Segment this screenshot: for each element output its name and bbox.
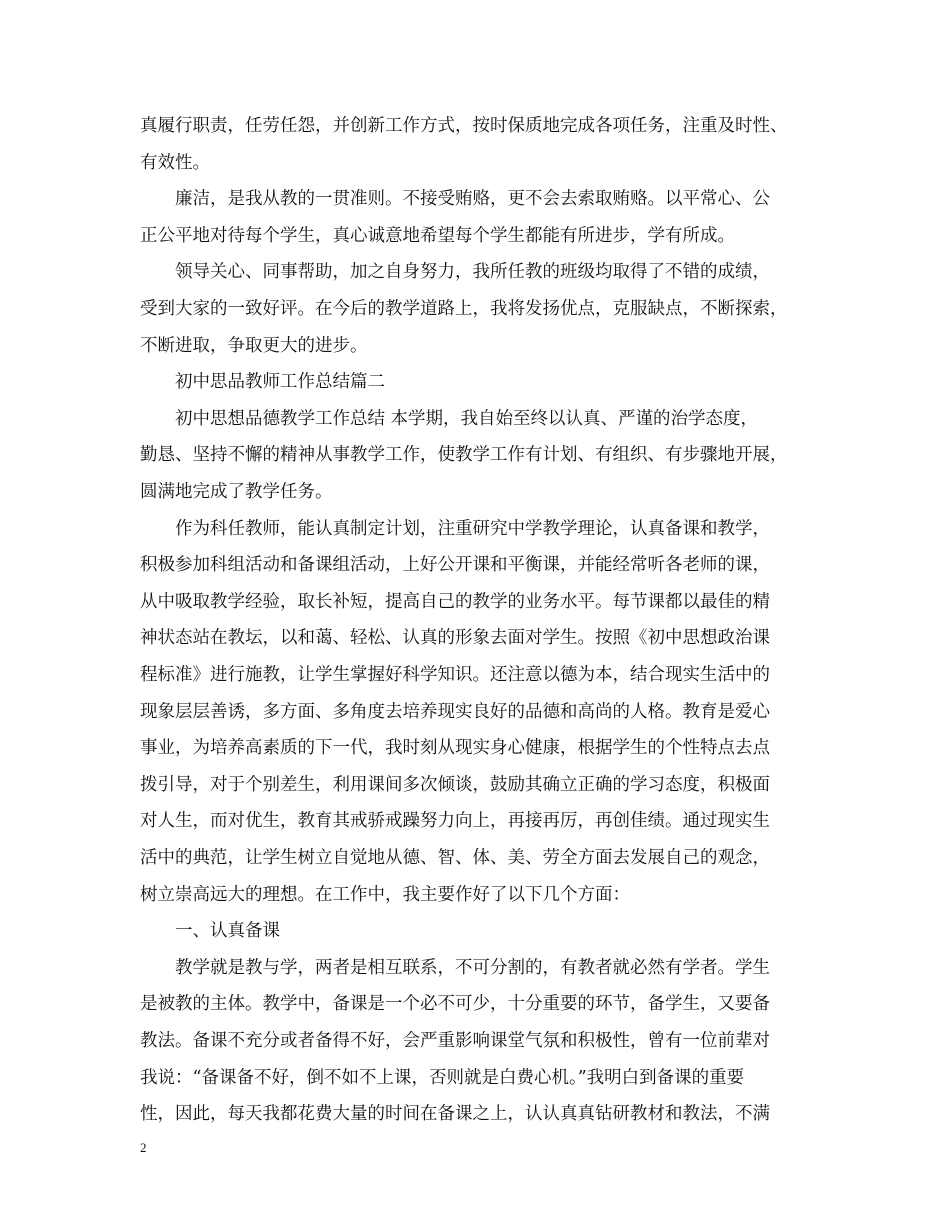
text-line: 教学就是教与学，两者是相互联系，不可分割的，有教者就必然有学者。学生 (140, 957, 770, 978)
text-line: 我说：“备课备不好，倒不如不上课，否则就是白费心机。”我明白到备课的重要 (140, 1067, 745, 1088)
text-line: 拨引导，对于个别差生，利用课间多次倾谈，鼓励其确立正确的学习态度，积极面 (140, 774, 770, 795)
text-line: 积极参加科组活动和备课组活动，上好公开课和平衡课，并能经常听各老师的课， (140, 555, 770, 576)
text-line: 教法。备课不充分或者备得不好，会严重影响课堂气氛和积极性，曾有一位前辈对 (140, 1031, 770, 1051)
text-line: 从中吸取教学经验，取长补短，提高自己的教学的业务水平。每节课都以最佳的精 (140, 591, 770, 612)
text-line: 作为科任教师，能认真制定计划，注重研究中学教学理论，认真备课和教学， (140, 518, 770, 539)
text-line: 廉洁，是我从教的一贯准则。不接受贿赂，更不会去索取贿赂。以平常心、公 (140, 189, 770, 210)
text-line: 初中思想品德教学工作总结 本学期，我自始至终以认真、严谨的治学态度， (140, 408, 759, 429)
page-number: 2 (140, 1140, 147, 1155)
text-line: 圆满地完成了教学任务。 (140, 482, 333, 502)
text-line: 活中的典范，让学生树立自觉地从德、智、体、美、劳全方面去发展自己的观念， (140, 848, 770, 868)
text-line: 神状态站在教坛，以和蔼、轻松、认真的形象去面对学生。按照《初中思想政治课 (140, 628, 770, 649)
text-line: 是被教的主体。教学中，备课是一个必不可少，十分重要的环节，备学生，又要备 (140, 994, 770, 1015)
text-line: 受到大家的一致好评。在今后的教学道路上，我将发扬优点，克服缺点，不断探索， (140, 299, 788, 319)
text-line: 事业，为培养高素质的下一代，我时刻从现实身心健康，根据学生的个性特点去点 (140, 738, 770, 759)
text-line: 正公平地对待每个学生，真心诚意地希望每个学生都能有所进步，学有所成。 (140, 225, 735, 246)
text-line: 勤恳、坚持不懈的精神从事教学工作，使教学工作有计划、有组织、有步骤地开展， (140, 445, 788, 466)
text-line: 真履行职责，任劳任怨，并创新工作方式，按时保质地完成各项任务，注重及时性、 (140, 116, 788, 136)
text-line: 现象层层善诱，多方面、多角度去培养现实良好的品德和高尚的人格。教育是爱心 (140, 701, 770, 722)
text-line: 树立崇高远大的理想。在工作中，我主要作好了以下几个方面： (140, 884, 630, 905)
text-line: 初中思品教师工作总结篇二 (140, 372, 385, 393)
text-line: 对人生，而对优生，教育其戒骄戒躁努力向上，再接再厉，再创佳绩。通过现实生 (140, 811, 770, 832)
text-line: 程标准》进行施教，让学生掌握好科学知识。还注意以德为本，结合现实生活中的 (140, 665, 770, 685)
text-line: 不断进取，争取更大的进步。 (140, 335, 368, 356)
text-line: 有效性。 (140, 152, 210, 173)
text-line: 性，因此，每天我都花费大量的时间在备课之上，认认真真钻研教材和教法，不满 (140, 1104, 770, 1125)
text-line: 领导关心、同事帮助，加之自身努力，我所任教的班级均取得了不错的成绩， (140, 262, 770, 283)
text-line: 一、认真备课 (140, 921, 280, 942)
